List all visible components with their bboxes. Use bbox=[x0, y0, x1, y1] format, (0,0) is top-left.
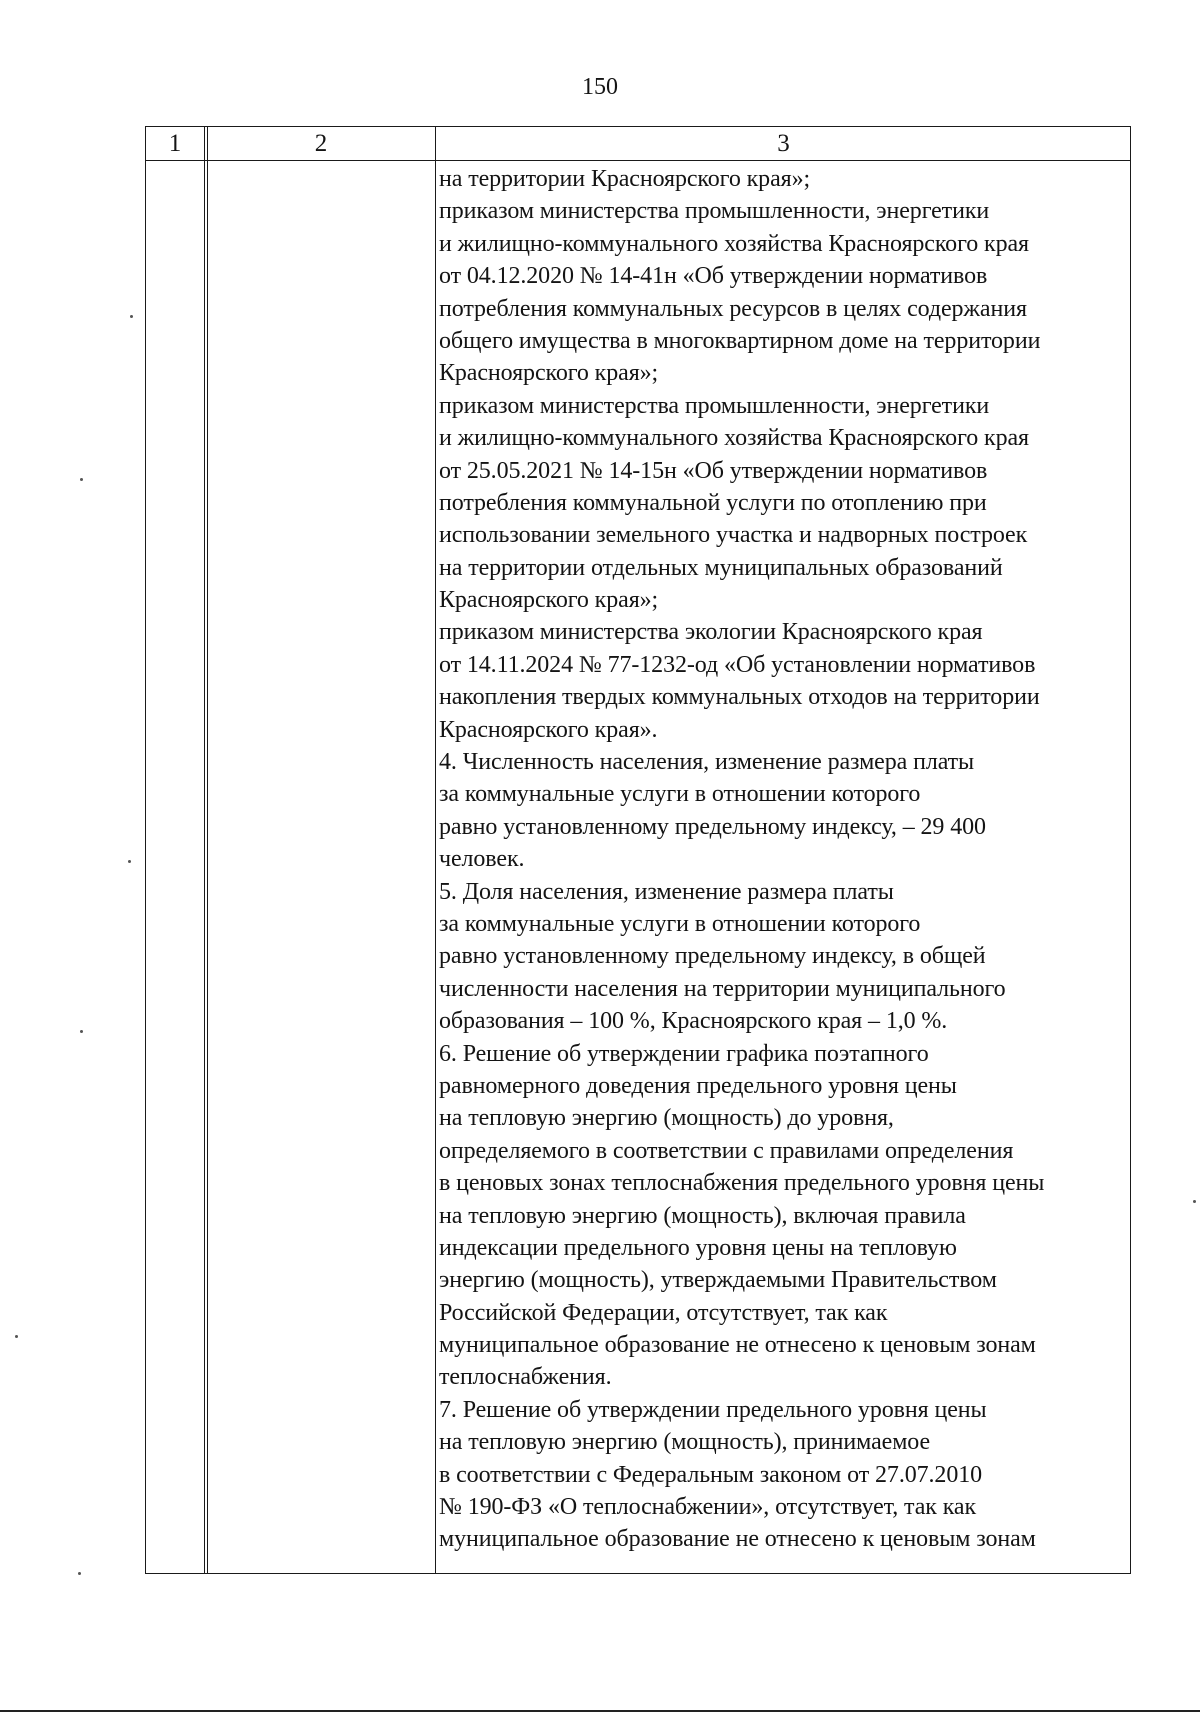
text-line: от 04.12.2020 № 14-41н «Об утверждении нормативов bbox=[439, 263, 988, 290]
text-line: муниципальное образование не отнесено к ценовым зонам bbox=[439, 1332, 1036, 1359]
column-divider-1 bbox=[204, 127, 205, 1573]
column-3-content bbox=[439, 163, 1129, 1556]
scan-speck bbox=[130, 315, 133, 318]
text-line: 7. Решение об утверждении предельного уровня цены bbox=[439, 1396, 987, 1423]
text-line: 6. Решение об утверждении графика поэтапного bbox=[439, 1040, 929, 1067]
text-line: потребления коммунальных ресурсов в целях содержания bbox=[439, 295, 1027, 322]
text-line: на территории отдельных муниципальных образований bbox=[439, 554, 1003, 581]
column-divider-1-double bbox=[207, 127, 208, 1573]
text-line: равно установленному предельному индексу, – 29 400 bbox=[439, 813, 986, 840]
scan-speck bbox=[78, 1572, 81, 1575]
text-line: на территории Красноярского края»; bbox=[439, 166, 811, 192]
scan-speck bbox=[80, 1030, 83, 1033]
text-line: и жилищно-коммунального хозяйства Красноярского края bbox=[439, 230, 1029, 257]
text-line: потребления коммунальной услуги по отоплению при bbox=[439, 489, 987, 516]
text-line: равномерного доведения предельного уровня цены bbox=[439, 1072, 957, 1099]
scan-speck bbox=[128, 860, 131, 863]
scan-speck bbox=[15, 1335, 18, 1338]
column-header-1: 1 bbox=[168, 130, 182, 157]
text-line: Красноярского края»; bbox=[439, 587, 659, 614]
document-table bbox=[145, 126, 1131, 1574]
text-line: теплоснабжения. bbox=[439, 1364, 612, 1391]
text-line: приказом министерства промышленности, энергетики bbox=[439, 392, 990, 419]
text-line: определяемого в соответствии с правилами определения bbox=[439, 1137, 1014, 1164]
text-line: и жилищно-коммунального хозяйства Красноярского края bbox=[439, 425, 1029, 452]
scan-speck bbox=[80, 478, 83, 481]
text-line: в соответствии с Федеральным законом от 27.07.2010 bbox=[439, 1461, 983, 1488]
text-line: на тепловую энергию (мощность) до уровня, bbox=[439, 1105, 894, 1132]
text-line: использовании земельного участка и надворных построек bbox=[439, 522, 1028, 549]
text-line: Российской Федерации, отсутствует, так как bbox=[439, 1299, 888, 1326]
text-line: Красноярского края»; bbox=[439, 360, 659, 387]
text-line: человек. bbox=[439, 846, 525, 873]
text-line: приказом министерства промышленности, энергетики bbox=[439, 198, 990, 225]
scan-speck bbox=[1193, 1200, 1196, 1203]
text-line: за коммунальные услуги в отношении которого bbox=[439, 781, 921, 808]
text-line: за коммунальные услуги в отношении которого bbox=[439, 910, 921, 937]
text-line: накопления твердых коммунальных отходов на территории bbox=[439, 684, 1040, 711]
text-line: 5. Доля населения, изменение размера платы bbox=[439, 878, 894, 905]
text-line: на тепловую энергию (мощность), включая правила bbox=[439, 1202, 966, 1229]
column-header-2: 2 bbox=[314, 130, 328, 157]
scan-bottom-edge bbox=[0, 1710, 1200, 1712]
text-line: индексации предельного уровня цены на тепловую bbox=[439, 1234, 957, 1261]
text-line: численности населения на территории муниципального bbox=[439, 975, 1006, 1002]
column-divider-2 bbox=[435, 127, 436, 1573]
text-line: в ценовых зонах теплоснабжения предельного уровня цены bbox=[439, 1170, 1045, 1197]
column-header-3: 3 bbox=[777, 130, 790, 157]
text-line: от 25.05.2021 № 14-15н «Об утверждении нормативов bbox=[439, 457, 988, 484]
text-line: энергию (мощность), утверждаемыми Правительством bbox=[439, 1267, 997, 1294]
header-divider bbox=[146, 160, 1130, 161]
text-line: Красноярского края». bbox=[439, 716, 658, 743]
text-line: образования – 100 %, Красноярского края – 1,0 %. bbox=[439, 1008, 948, 1035]
text-line: № 190-ФЗ «О теплоснабжении», отсутствует, так как bbox=[439, 1494, 977, 1521]
text-line: 4. Численность населения, изменение размера платы bbox=[439, 749, 975, 776]
text-line: муниципальное образование не отнесено к ценовым зонам bbox=[439, 1526, 1036, 1553]
text-line: приказом министерства экологии Красноярского края bbox=[439, 619, 983, 646]
text-line: от 14.11.2024 № 77-1232-од «Об установлении нормативов bbox=[439, 651, 1036, 678]
page-number: 150 bbox=[582, 74, 618, 100]
text-line: общего имущества в многоквартирном доме на территории bbox=[439, 327, 1041, 354]
text-line: на тепловую энергию (мощность), принимаемое bbox=[439, 1429, 931, 1456]
text-line: равно установленному предельному индексу, в общей bbox=[439, 943, 986, 970]
